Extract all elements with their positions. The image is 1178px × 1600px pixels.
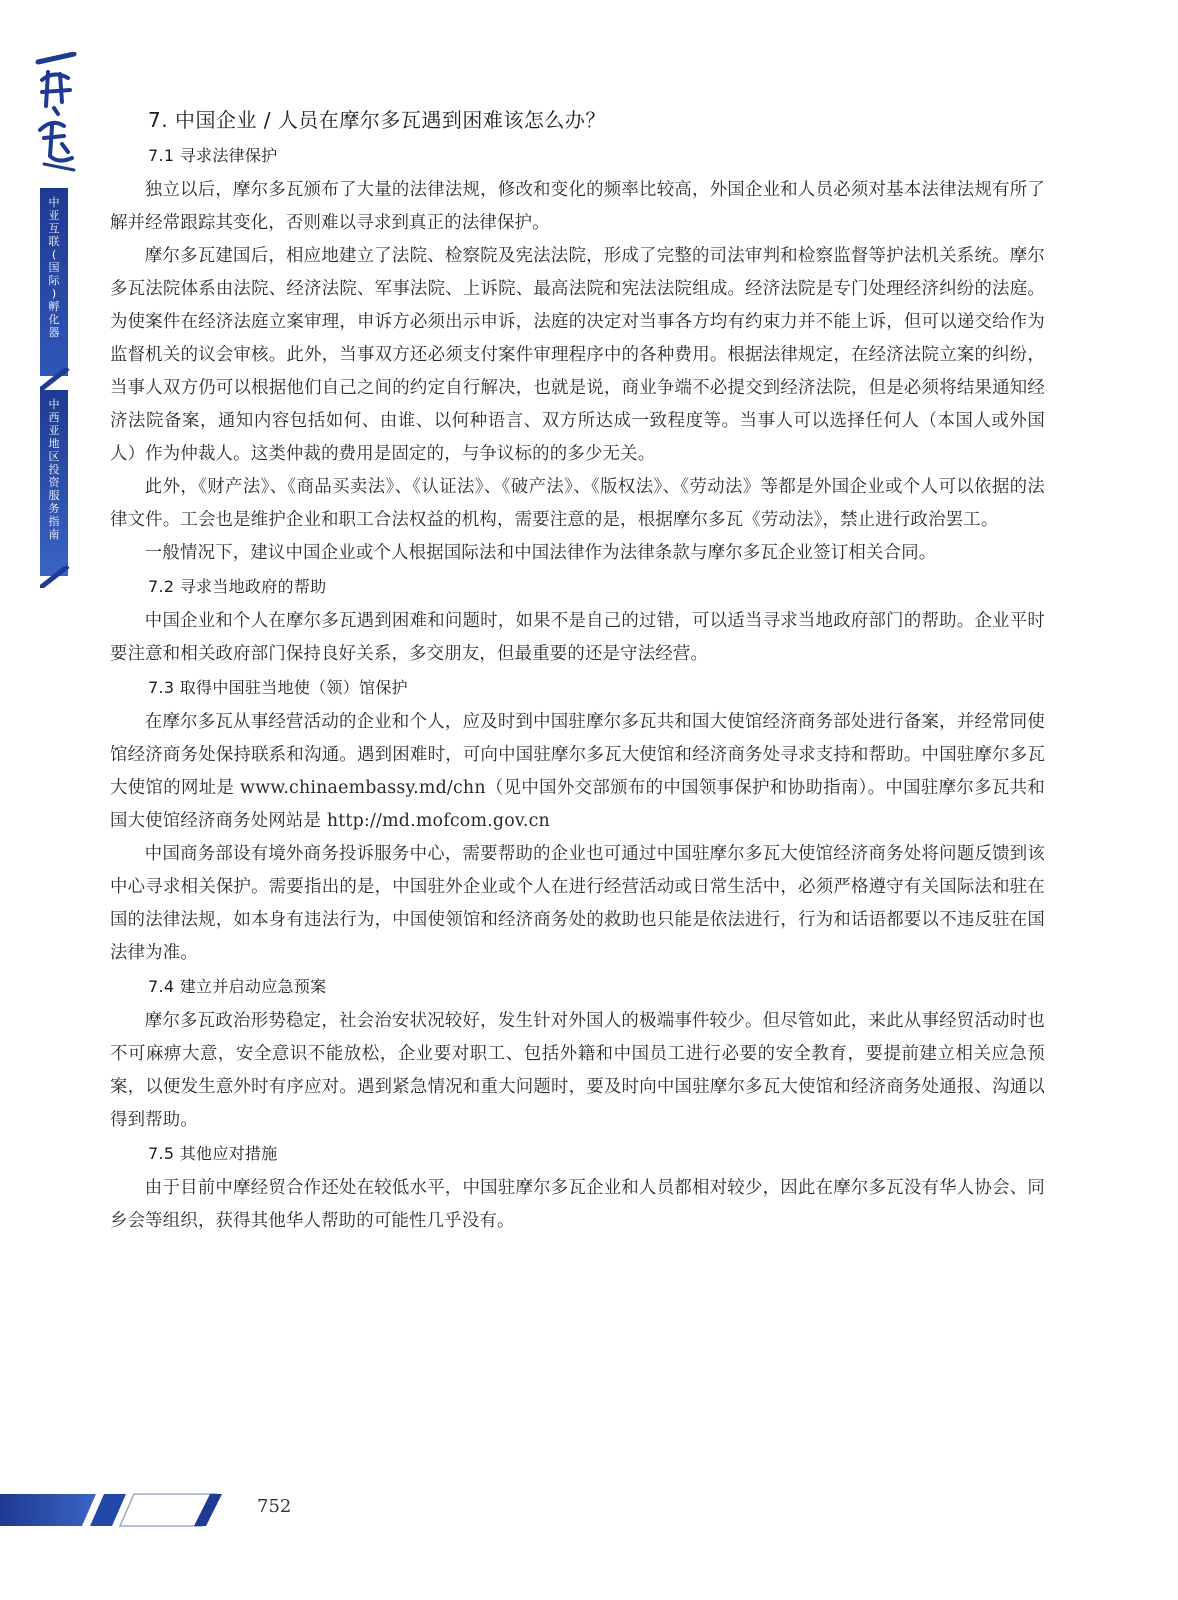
subsection-title: 7.2 寻求当地政府的帮助 [148, 577, 327, 596]
paragraph: 摩尔多瓦政治形势稳定，社会治安状况较好，发生针对外国人的极端事件较少。但尽管如此，来此从事经贸活动时也不可麻痹大意，安全意识不能放松，企业要对职工、包括外籍和中国员工进行必要的安全教育，要提前建立相关应急预案，以便发生意外时有序应对。遇到紧急情况和重大问题时，要及时向中国驻摩尔多瓦大使馆和经济商务处通报、沟通以得到帮助。 [110, 1011, 1045, 1130]
paragraph: 独立以后，摩尔多瓦颁布了大量的法律法规，修改和变化的频率比较高，外国企业和人员必须对基本法律法规有所了解并经常跟踪其变化，否则难以寻求到真正的法律保护。 [110, 180, 1045, 233]
sidebar-band-incubator: 中 亚 互 联 ( 国 际 ) 孵 化 器 [40, 188, 68, 376]
band-slash-icon [40, 368, 70, 390]
paragraph: 在摩尔多瓦从事经营活动的企业和个人，应及时到中国驻摩尔多瓦共和国大使馆经济商务部处进行备案，并经常同使馆经济商务处保持联系和沟通。遇到困难时，可向中国驻摩尔多瓦大使馆和经济商务处寻求支持和帮助。中国驻摩尔多瓦大使馆的网址是 www.chinaembassy.md/chn（见中国外交部颁布的中国领事保护和协助指南）。中国驻摩尔多瓦共和国大使馆经济商务处网站是 http://md.mofcom.gov.cn [110, 712, 1045, 831]
paragraph: 由于目前中摩经贸合作还处在较低水平，中国驻摩尔多瓦企业和人员都相对较少，因此在摩尔多瓦没有华人协会、同乡会等组织，获得其他华人帮助的可能性几乎没有。 [110, 1178, 1045, 1231]
paragraph: 中国商务部设有境外商务投诉服务中心，需要帮助的企业也可通过中国驻摩尔多瓦大使馆经济商务处将问题反馈到该中心寻求相关保护。需要指出的是，中国驻外企业或个人在进行经营活动或日常生活中，必须严格遵守有关国际法和驻在国的法律法规，如本身有违法行为，中国使领馆和经济商务处的救助也只能是依法进行，行为和话语都要以不违反驻在国法律为准。 [110, 844, 1045, 963]
sidebar-band-guide: 中 西 亚 地 区 投 资 服 务 指 南 [40, 390, 68, 576]
section-title: 7. 中国企业 / 人员在摩尔多瓦遇到困难该怎么办？ [148, 108, 606, 132]
paragraph: 一般情况下，建议中国企业或个人根据国际法和中国法律作为法律条款与摩尔多瓦企业签订相关合同。 [144, 543, 937, 563]
paragraph: 此外，《财产法》、《商品买卖法》、《认证法》、《破产法》、《版权法》、《劳动法》等都是外国企业或个人可以依据的法律文件。工会也是维护企业和职工合法权益的机构，需要注意的是，根据摩尔多瓦《劳动法》，禁止进行政治罢工。 [110, 477, 1045, 530]
subsection-title: 7.5 其他应对措施 [148, 1144, 278, 1163]
band-slash-icon [40, 566, 70, 588]
paragraph: 中国企业和个人在摩尔多瓦遇到困难和问题时，如果不是自己的过错，可以适当寻求当地政府部门的帮助。企业平时要注意和相关政府部门保持良好关系，多交朋友，但最重要的还是守法经营。 [110, 611, 1045, 664]
main-content [110, 104, 1045, 1238]
page-number: 752 [257, 1496, 292, 1517]
subsection-title: 7.4 建立并启动应急预案 [148, 977, 327, 996]
footer-stripes-icon [0, 1488, 230, 1530]
subsection-title: 7.1 寻求法律保护 [148, 146, 278, 165]
subsection-title: 7.3 取得中国驻当地使（领）馆保护 [148, 678, 408, 697]
sidebar [0, 0, 80, 600]
paragraph: 摩尔多瓦建国后，相应地建立了法院、检察院及宪法法院，形成了完整的司法审判和检察监督等护法机关系统。摩尔多瓦法院体系由法院、经济法院、军事法院、上诉院、最高法院和宪法法院组成。经济法院是专门处理经济纠纷的法庭。为使案件在经济法庭立案审理，申诉方必须出示申诉，法庭的决定对当事各方均有约束力并不能上诉，但可以递交给作为监督机关的议会审核。此外，当事双方还必须支付案件审理程序中的各种费用。根据法律规定，在经济法院立案的纠纷，当事人双方仍可以根据他们自己之间的约定自行解决，也就是说，商业争端不必提交到经济法院，但是必须将结果通知经济法院备案，通知内容包括如何、由谁、以何种语言、双方所达成一致程度等。当事人可以选择任何人（本国人或外国人）作为仲裁人。这类仲裁的费用是固定的，与争议标的的多少无关。 [110, 246, 1045, 464]
belt-road-logo-icon [34, 52, 78, 172]
